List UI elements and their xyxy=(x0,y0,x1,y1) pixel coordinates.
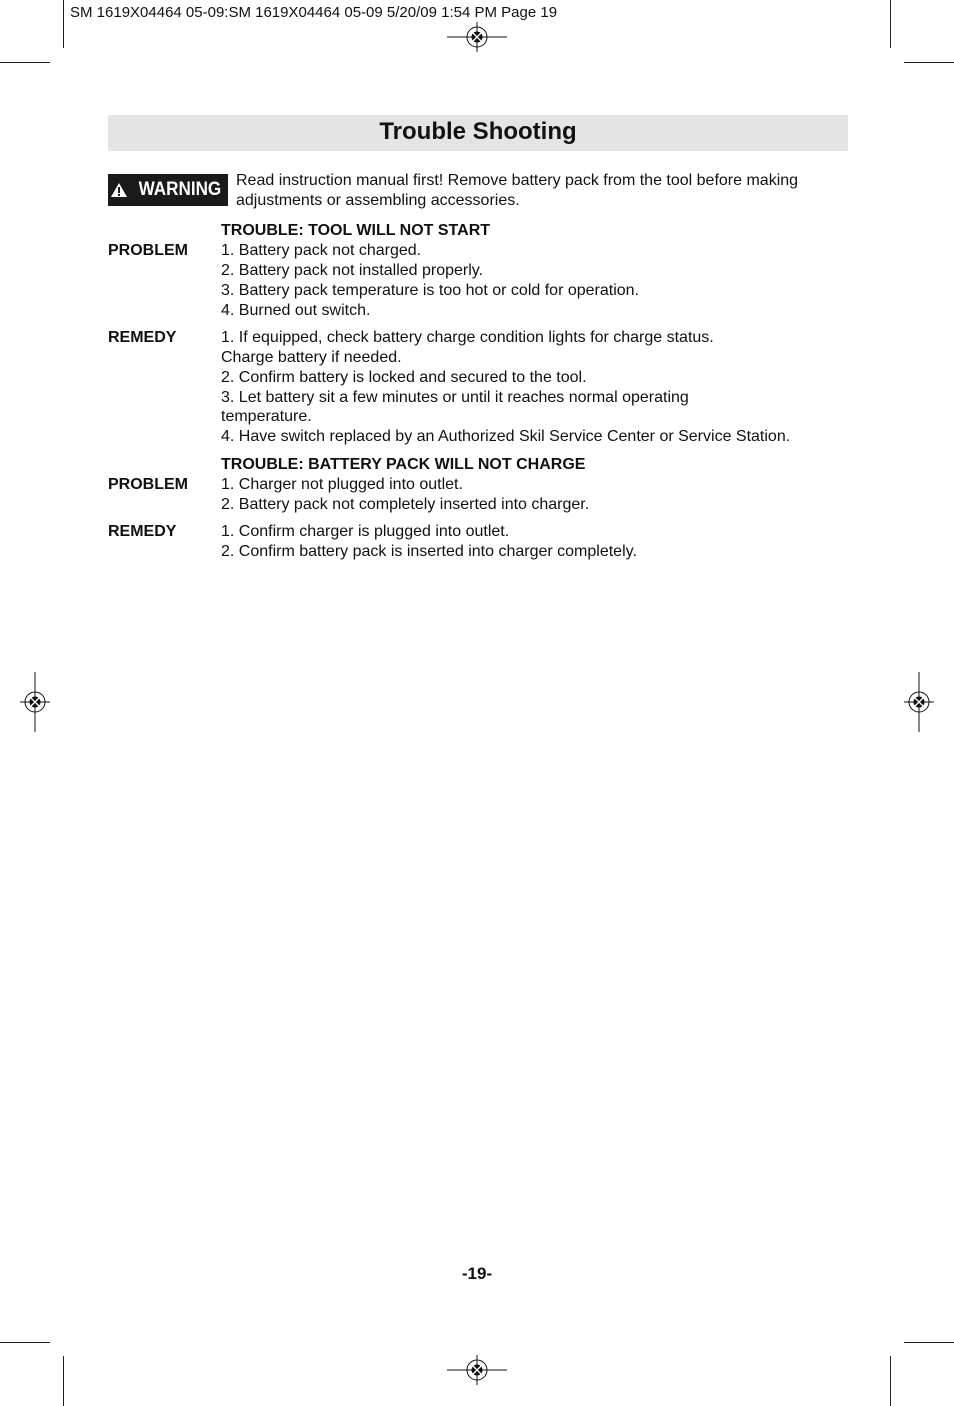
section-title-bar xyxy=(108,115,848,151)
remedy-label: REMEDY xyxy=(108,523,177,540)
section-title: Trouble Shooting xyxy=(379,118,577,145)
warning-badge-label: WARNING xyxy=(138,179,222,200)
trouble-heading: TROUBLE: BATTERY PACK WILL NOT CHARGE xyxy=(221,456,586,473)
trouble-heading: TROUBLE: TOOL WILL NOT START xyxy=(221,222,491,239)
registration-mark-right-icon xyxy=(904,672,934,732)
list-item: 2. Battery pack not installed properly. xyxy=(221,262,484,279)
list-item: 2. Battery pack not completely inserted into charger. xyxy=(221,496,590,513)
list-item: 4. Burned out switch. xyxy=(221,302,371,319)
registration-mark-top-icon xyxy=(447,22,507,52)
list-item: 2. Confirm battery is locked and secured to the tool. xyxy=(221,369,587,386)
list-item: Charge battery if needed. xyxy=(221,349,402,366)
list-item: 4. Have switch replaced by an Authorized Skil Service Center or Service Station. xyxy=(221,428,791,445)
registration-mark-left-icon xyxy=(20,672,50,732)
list-item: 2. Confirm battery pack is inserted into charger completely. xyxy=(221,543,637,560)
list-item: 3. Battery pack temperature is too hot or cold for operation. xyxy=(221,282,639,299)
list-item: 1. Confirm charger is plugged into outlet. xyxy=(221,523,510,540)
warning-triangle-icon xyxy=(110,182,128,198)
list-item: 1. Battery pack not charged. xyxy=(221,242,422,259)
registration-mark-bottom-icon xyxy=(447,1355,507,1385)
problem-label: PROBLEM xyxy=(108,242,188,259)
print-slug: SM 1619X04464 05-09:SM 1619X04464 05-09 5/20/09 1:54 PM Page 19 xyxy=(70,4,558,21)
list-item: temperature. xyxy=(221,408,312,425)
list-item: 3. Let battery sit a few minutes or until it reaches normal operating xyxy=(221,389,689,406)
page-number: -19- xyxy=(461,1264,493,1283)
warning-text: Read instruction manual first! Remove battery pack from the tool before making adjustments or assembling accessories. xyxy=(236,172,799,209)
problem-label: PROBLEM xyxy=(108,476,188,493)
warning-badge xyxy=(108,174,228,206)
list-item: 1. Charger not plugged into outlet. xyxy=(221,476,463,493)
list-item: 1. If equipped, check battery charge condition lights for charge status. xyxy=(221,329,714,346)
remedy-label: REMEDY xyxy=(108,329,177,346)
